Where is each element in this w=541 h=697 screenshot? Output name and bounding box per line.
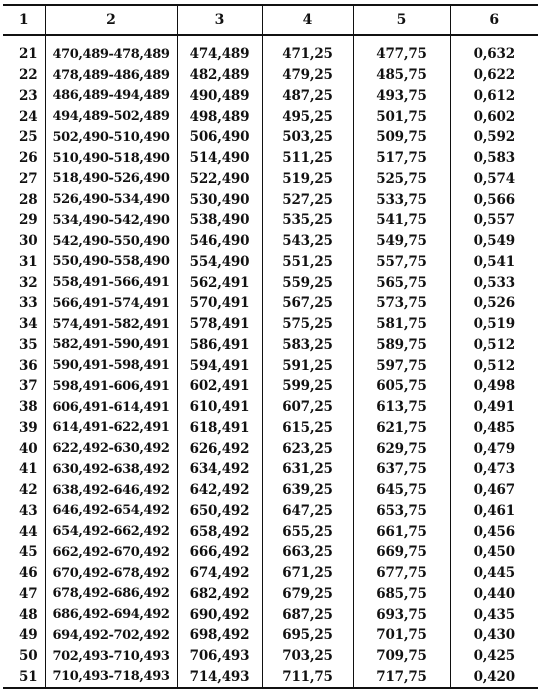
row-number-cell: 41	[19, 461, 38, 478]
col6-cell: 0,526	[450, 293, 538, 314]
row-number-cell: 26	[19, 150, 38, 167]
col3-cell: 578,491	[177, 314, 262, 335]
table-row	[3, 438, 538, 459]
range-cell: 598,491-606,491	[45, 376, 177, 397]
range-cell: 630,492-638,492	[45, 459, 177, 480]
col6-cell: 0,498	[450, 376, 538, 397]
col4-cell: 711,75	[262, 667, 353, 689]
header-cell-2: 2	[45, 5, 177, 35]
col5-cell: 621,75	[353, 418, 450, 439]
col5-cell: 677,75	[353, 563, 450, 584]
col5-cell: 517,75	[353, 148, 450, 169]
col6-cell: 0,632	[450, 35, 538, 65]
range-cell: 534,490-542,490	[45, 210, 177, 231]
table-row	[3, 35, 538, 65]
table-row	[3, 169, 538, 190]
col5-cell: 541,75	[353, 210, 450, 231]
col4-cell: 671,25	[262, 563, 353, 584]
row-number-cell: 48	[19, 606, 38, 623]
col6-cell: 0,435	[450, 604, 538, 625]
col3-cell: 602,491	[177, 376, 262, 397]
col4-cell: 647,25	[262, 501, 353, 522]
range-cell: 582,491-590,491	[45, 335, 177, 356]
table-row	[3, 584, 538, 605]
table-row	[3, 148, 538, 169]
row-number-cell: 37	[19, 378, 38, 395]
col3-cell: 594,491	[177, 355, 262, 376]
table-header	[3, 5, 538, 35]
data-table	[3, 4, 538, 689]
table-row	[3, 646, 538, 667]
range-cell: 470,489-478,489	[45, 35, 177, 65]
table-row	[3, 521, 538, 542]
col5-cell: 533,75	[353, 189, 450, 210]
table-row	[3, 501, 538, 522]
col4-cell: 631,25	[262, 459, 353, 480]
col6-cell: 0,485	[450, 418, 538, 439]
col3-cell: 650,492	[177, 501, 262, 522]
col6-cell: 0,445	[450, 563, 538, 584]
col4-cell: 511,25	[262, 148, 353, 169]
col5-cell: 669,75	[353, 542, 450, 563]
col5-cell: 549,75	[353, 231, 450, 252]
col6-cell: 0,622	[450, 65, 538, 86]
range-cell: 678,492-686,492	[45, 584, 177, 605]
col6-cell: 0,602	[450, 106, 538, 127]
range-cell: 662,492-670,492	[45, 542, 177, 563]
range-cell: 502,490-510,490	[45, 127, 177, 148]
col6-cell: 0,479	[450, 438, 538, 459]
col3-cell: 698,492	[177, 625, 262, 646]
col5-cell: 525,75	[353, 169, 450, 190]
col3-cell: 538,490	[177, 210, 262, 231]
col4-cell: 655,25	[262, 521, 353, 542]
col6-cell: 0,430	[450, 625, 538, 646]
col4-cell: 479,25	[262, 65, 353, 86]
row-number-cell: 46	[19, 565, 38, 582]
row-number-cell: 24	[19, 108, 38, 125]
range-cell: 710,493-718,493	[45, 667, 177, 689]
row-number-cell: 32	[19, 274, 38, 291]
range-cell: 638,492-646,492	[45, 480, 177, 501]
col3-cell: 666,492	[177, 542, 262, 563]
table-row	[3, 252, 538, 273]
col4-cell: 559,25	[262, 272, 353, 293]
col5-cell: 637,75	[353, 459, 450, 480]
col4-cell: 551,25	[262, 252, 353, 273]
col5-cell: 709,75	[353, 646, 450, 667]
col5-cell: 509,75	[353, 127, 450, 148]
row-number-cell: 22	[19, 67, 38, 84]
col3-cell: 482,489	[177, 65, 262, 86]
row-number-cell: 39	[19, 419, 38, 436]
col3-cell: 626,492	[177, 438, 262, 459]
range-cell: 702,493-710,493	[45, 646, 177, 667]
col3-cell: 562,491	[177, 272, 262, 293]
col6-cell: 0,491	[450, 397, 538, 418]
col4-cell: 527,25	[262, 189, 353, 210]
col6-cell: 0,519	[450, 314, 538, 335]
row-number-cell: 34	[19, 316, 38, 333]
header-cell-5: 5	[353, 5, 450, 35]
table-row	[3, 397, 538, 418]
table-row	[3, 376, 538, 397]
col3-cell: 682,492	[177, 584, 262, 605]
col5-cell: 589,75	[353, 335, 450, 356]
table-row	[3, 65, 538, 86]
col6-cell: 0,440	[450, 584, 538, 605]
range-cell: 606,491-614,491	[45, 397, 177, 418]
range-cell: 590,491-598,491	[45, 355, 177, 376]
col4-cell: 543,25	[262, 231, 353, 252]
col5-cell: 557,75	[353, 252, 450, 273]
col5-cell: 485,75	[353, 65, 450, 86]
col4-cell: 535,25	[262, 210, 353, 231]
col3-cell: 546,490	[177, 231, 262, 252]
col4-cell: 495,25	[262, 106, 353, 127]
col5-cell: 629,75	[353, 438, 450, 459]
col6-cell: 0,420	[450, 667, 538, 689]
header-cell-4: 4	[262, 5, 353, 35]
col6-cell: 0,574	[450, 169, 538, 190]
row-number-cell: 38	[19, 399, 38, 416]
range-cell: 486,489-494,489	[45, 86, 177, 107]
col5-cell: 605,75	[353, 376, 450, 397]
table-row	[3, 604, 538, 625]
row-number-cell: 35	[19, 336, 38, 353]
col5-cell: 565,75	[353, 272, 450, 293]
col5-cell: 613,75	[353, 397, 450, 418]
col6-cell: 0,512	[450, 355, 538, 376]
range-cell: 574,491-582,491	[45, 314, 177, 335]
header-row	[3, 5, 538, 35]
col5-cell: 661,75	[353, 521, 450, 542]
col5-cell: 693,75	[353, 604, 450, 625]
col3-cell: 530,490	[177, 189, 262, 210]
col4-cell: 695,25	[262, 625, 353, 646]
row-number-cell: 43	[19, 502, 38, 519]
col5-cell: 653,75	[353, 501, 450, 522]
row-number-cell: 25	[19, 129, 38, 146]
row-number-cell: 44	[19, 523, 38, 540]
range-cell: 670,492-678,492	[45, 563, 177, 584]
col6-cell: 0,541	[450, 252, 538, 273]
range-cell: 614,491-622,491	[45, 418, 177, 439]
col3-cell: 706,493	[177, 646, 262, 667]
row-number-cell: 47	[19, 585, 38, 602]
col5-cell: 645,75	[353, 480, 450, 501]
range-cell: 654,492-662,492	[45, 521, 177, 542]
col3-cell: 586,491	[177, 335, 262, 356]
range-cell: 558,491-566,491	[45, 272, 177, 293]
row-number-cell: 45	[19, 544, 38, 561]
col3-cell: 642,492	[177, 480, 262, 501]
col3-cell: 690,492	[177, 604, 262, 625]
col5-cell: 573,75	[353, 293, 450, 314]
table-row	[3, 314, 538, 335]
col6-cell: 0,461	[450, 501, 538, 522]
col6-cell: 0,583	[450, 148, 538, 169]
row-number-cell: 51	[3, 667, 45, 689]
col4-cell: 567,25	[262, 293, 353, 314]
row-number-cell: 36	[19, 357, 38, 374]
row-number-cell: 40	[19, 440, 38, 457]
range-cell: 550,490-558,490	[45, 252, 177, 273]
col4-cell: 615,25	[262, 418, 353, 439]
range-cell: 518,490-526,490	[45, 169, 177, 190]
table-row	[3, 210, 538, 231]
col3-cell: 506,490	[177, 127, 262, 148]
row-number-cell: 31	[19, 253, 38, 270]
col4-cell: 583,25	[262, 335, 353, 356]
table-row	[3, 542, 538, 563]
col6-cell: 0,549	[450, 231, 538, 252]
table-row	[3, 127, 538, 148]
row-number-cell: 29	[19, 212, 38, 229]
col6-cell: 0,450	[450, 542, 538, 563]
row-number-cell: 42	[19, 482, 38, 499]
row-number-cell: 33	[19, 295, 38, 312]
range-cell: 478,489-486,489	[45, 65, 177, 86]
col4-cell: 599,25	[262, 376, 353, 397]
col6-cell: 0,557	[450, 210, 538, 231]
col5-cell: 581,75	[353, 314, 450, 335]
col4-cell: 471,25	[262, 35, 353, 65]
col5-cell: 501,75	[353, 106, 450, 127]
col3-cell: 658,492	[177, 521, 262, 542]
col4-cell: 519,25	[262, 169, 353, 190]
col4-cell: 703,25	[262, 646, 353, 667]
col5-cell: 493,75	[353, 86, 450, 107]
col3-cell: 610,491	[177, 397, 262, 418]
row-number-cell: 23	[19, 87, 38, 104]
table-row	[3, 86, 538, 107]
col6-cell: 0,612	[450, 86, 538, 107]
col4-cell: 503,25	[262, 127, 353, 148]
col6-cell: 0,512	[450, 335, 538, 356]
table-row	[3, 459, 538, 480]
col3-cell: 674,492	[177, 563, 262, 584]
table-row	[3, 625, 538, 646]
col5-cell: 701,75	[353, 625, 450, 646]
col3-cell: 634,492	[177, 459, 262, 480]
range-cell: 686,492-694,492	[45, 604, 177, 625]
table-row	[3, 418, 538, 439]
range-cell: 694,492-702,492	[45, 625, 177, 646]
header-cell-1: 1	[3, 5, 45, 35]
range-cell: 510,490-518,490	[45, 148, 177, 169]
table-row	[3, 355, 538, 376]
col4-cell: 639,25	[262, 480, 353, 501]
row-number-cell: 27	[19, 170, 38, 187]
col3-cell: 514,490	[177, 148, 262, 169]
header-cell-3: 3	[177, 5, 262, 35]
table-row	[3, 480, 538, 501]
row-number-cell: 50	[19, 648, 38, 665]
col4-cell: 687,25	[262, 604, 353, 625]
col6-cell: 0,473	[450, 459, 538, 480]
row-number-cell: 30	[19, 233, 38, 250]
col3-cell: 522,490	[177, 169, 262, 190]
table-row	[3, 272, 538, 293]
range-cell: 566,491-574,491	[45, 293, 177, 314]
col4-cell: 663,25	[262, 542, 353, 563]
col6-cell: 0,566	[450, 189, 538, 210]
col3-cell: 498,489	[177, 106, 262, 127]
table-row	[3, 106, 538, 127]
table-body	[3, 35, 538, 688]
col4-cell: 487,25	[262, 86, 353, 107]
col5-cell: 685,75	[353, 584, 450, 605]
col6-cell: 0,467	[450, 480, 538, 501]
col4-cell: 607,25	[262, 397, 353, 418]
table-row	[3, 667, 538, 689]
col6-cell: 0,425	[450, 646, 538, 667]
range-cell: 526,490-534,490	[45, 189, 177, 210]
table-row	[3, 563, 538, 584]
header-cell-6: 6	[450, 5, 538, 35]
col3-cell: 570,491	[177, 293, 262, 314]
col5-cell: 477,75	[353, 35, 450, 65]
row-number-cell: 21	[19, 46, 38, 63]
row-number-cell: 28	[19, 191, 38, 208]
range-cell: 494,489-502,489	[45, 106, 177, 127]
row-number-cell: 49	[19, 627, 38, 644]
col4-cell: 591,25	[262, 355, 353, 376]
col5-cell: 597,75	[353, 355, 450, 376]
range-cell: 622,492-630,492	[45, 438, 177, 459]
table-row	[3, 189, 538, 210]
col3-cell: 714,493	[177, 667, 262, 689]
table-row	[3, 293, 538, 314]
col6-cell: 0,592	[450, 127, 538, 148]
col3-cell: 474,489	[177, 35, 262, 65]
col6-cell: 0,533	[450, 272, 538, 293]
table-row	[3, 335, 538, 356]
col3-cell: 618,491	[177, 418, 262, 439]
col5-cell: 717,75	[353, 667, 450, 689]
col4-cell: 679,25	[262, 584, 353, 605]
range-cell: 542,490-550,490	[45, 231, 177, 252]
col4-cell: 575,25	[262, 314, 353, 335]
range-cell: 646,492-654,492	[45, 501, 177, 522]
table-row	[3, 231, 538, 252]
col6-cell: 0,456	[450, 521, 538, 542]
col3-cell: 554,490	[177, 252, 262, 273]
col3-cell: 490,489	[177, 86, 262, 107]
col4-cell: 623,25	[262, 438, 353, 459]
